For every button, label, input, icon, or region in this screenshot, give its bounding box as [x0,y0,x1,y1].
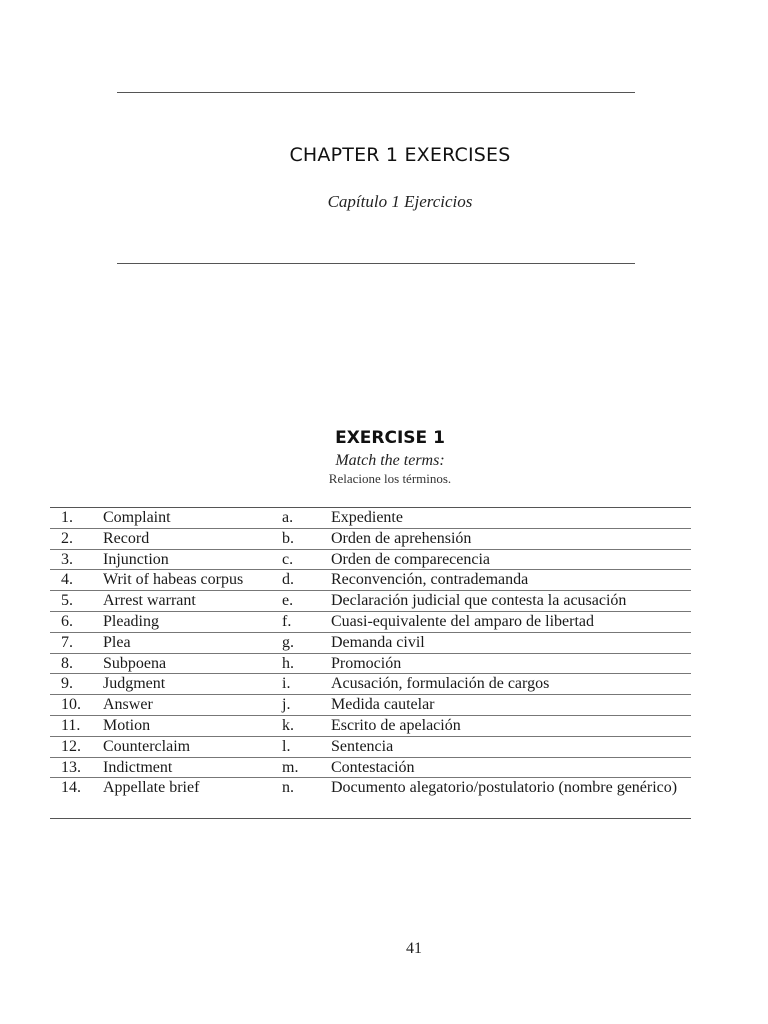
term-number: 14. [61,779,81,797]
term-number: 3. [61,550,73,568]
table-row [50,715,691,736]
definition-spanish: Contestación [331,758,415,776]
definition-letter: n. [282,779,294,797]
term-english: Judgment [103,675,166,693]
table-row [50,549,691,570]
definition-spanish: Expediente [331,509,403,526]
definition-letter: m. [282,758,299,776]
table-row [50,632,691,653]
term-english: Writ of habeas corpus [103,571,244,589]
table-row [50,590,691,611]
table-row [50,653,691,674]
table-row [50,777,691,818]
term-english: Pleading [103,612,159,630]
term-number: 8. [61,654,73,672]
definition-spanish: Documento alegatorio/postulatorio (nombre genérico) [331,779,678,797]
definition-spanish: Cuasi-equivalente del amparo de libertad [331,612,595,630]
term-number: 10. [61,696,81,714]
definition-letter: e. [282,592,294,610]
term-english: Arrest warrant [103,592,196,610]
definition-spanish: Sentencia [331,737,394,755]
term-english: Appellate brief [103,779,200,797]
definition-letter: j. [282,696,291,714]
page-number: 41 [406,940,422,957]
definition-letter: k. [282,716,294,734]
table-row [50,528,691,549]
definition-letter: a. [282,509,294,526]
definition-letter: i. [282,675,291,693]
top-divider [117,92,635,93]
definition-spanish: Demanda civil [331,633,425,651]
term-english: Counterclaim [103,737,191,755]
matching-table [50,507,691,819]
term-english: Record [103,529,150,547]
term-english: Complaint [103,509,171,526]
definition-spanish: Promoción [331,654,402,672]
table-row [50,736,691,757]
term-number: 12. [61,737,81,755]
definition-spanish: Declaración judicial que contesta la acusación [331,592,627,610]
table-row [50,611,691,632]
definition-letter: c. [282,550,294,568]
definition-letter: b. [282,529,294,547]
chapter-title: CHAPTER 1 EXERCISES [289,144,511,166]
term-english: Injunction [103,550,169,568]
term-number: 6. [61,612,73,630]
chapter-subtitle: Capítulo 1 Ejercicios [327,192,473,211]
term-number: 7. [61,633,73,651]
term-number: 5. [61,592,73,610]
term-english: Motion [103,716,151,734]
definition-spanish: Escrito de apelación [331,716,461,734]
exercise-title: EXERCISE 1 [335,428,445,448]
definition-spanish: Acusación, formulación de cargos [331,675,550,693]
term-number: 9. [61,675,73,693]
term-english: Plea [103,633,131,651]
definition-letter: d. [282,571,294,589]
definition-letter: l. [282,737,291,755]
term-number: 11. [61,716,81,734]
term-english: Subpoena [103,654,167,672]
definition-letter: g. [282,633,294,651]
term-number: 1. [61,509,73,526]
table-row [50,673,691,694]
table-row [50,569,691,590]
definition-spanish: Reconvención, contrademanda [331,571,529,589]
table-row [50,757,691,778]
exercise-instruction-spanish: Relacione los términos. [328,471,452,486]
table-row [50,694,691,715]
definition-spanish: Orden de comparecencia [331,550,491,568]
definition-letter: h. [282,654,294,672]
term-english: Indictment [103,758,173,776]
term-number: 13. [61,758,81,776]
definition-spanish: Orden de aprehensión [331,529,472,547]
table-row [50,508,691,528]
term-number: 2. [61,529,73,547]
term-english: Answer [103,696,153,714]
definition-letter: f. [282,612,292,630]
bottom-divider [117,263,635,264]
definition-spanish: Medida cautelar [331,696,435,714]
term-number: 4. [61,571,73,589]
exercise-instruction-english: Match the terms: [335,452,445,469]
